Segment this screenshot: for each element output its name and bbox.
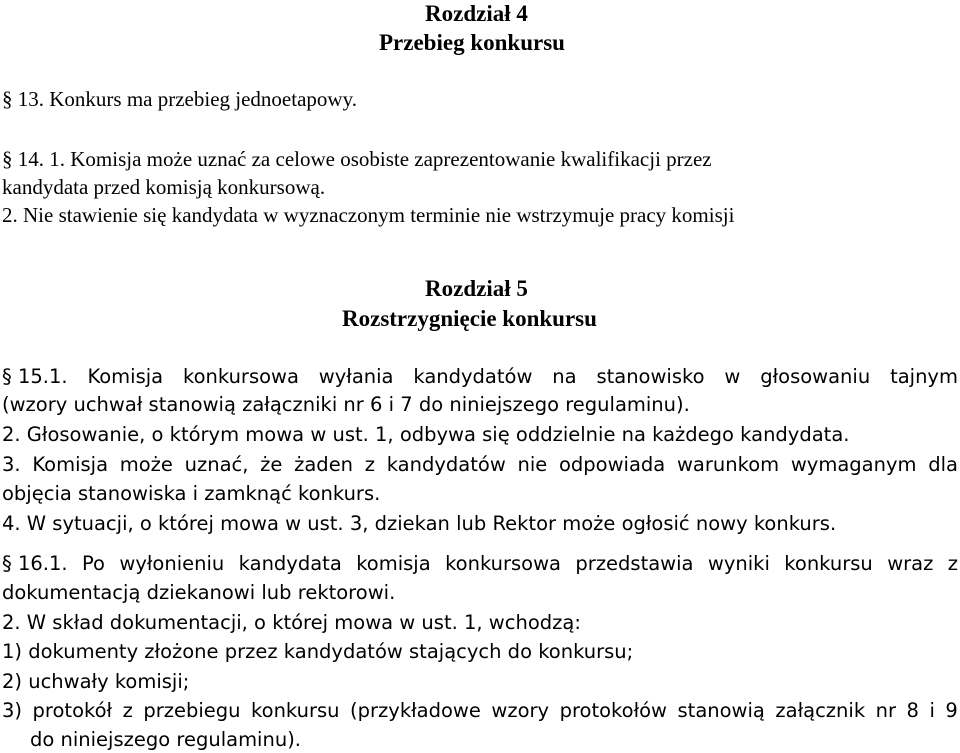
word: wraz [887, 552, 934, 575]
paragraph-15-line-4 [2, 451, 958, 478]
word: i [929, 699, 935, 722]
word: przedstawia [575, 552, 694, 575]
paragraph-13: § 13. Konkurs ma przebieg jednoetapowy. [2, 87, 357, 111]
chapter-5-heading: Rozdział 5 [425, 276, 528, 301]
word: może [119, 453, 173, 476]
word: protokołów [559, 699, 667, 722]
word: stanowią [677, 699, 765, 722]
paragraph-16-line-1 [2, 550, 958, 577]
word: konkursowa [445, 552, 562, 575]
word: tajnym [890, 365, 958, 388]
paragraph-16-line-2: dokumentacją dziekanowi lub rektorowi. [2, 581, 396, 604]
list-item-1: 1) dokumenty złożone przez kandydatów stających do konkursu; [2, 640, 634, 663]
word: żaden [294, 453, 354, 476]
list-item-2: 2) uchwały komisji; [2, 670, 190, 693]
word: załącznik [775, 699, 866, 722]
word: kandydatów [413, 365, 533, 388]
paragraph-15-line-2: (wzory uchwał stanowią załączniki nr 6 i 7 do niniejszego regulaminu). [2, 393, 690, 416]
paragraph-16-line-3: 2. W skład dokumentacji, o której mowa w ust. 1, wchodzą: [2, 611, 581, 634]
word: konkursowa [182, 365, 299, 388]
word: głosowaniu [760, 365, 871, 388]
word: Komisja [87, 365, 164, 388]
word: wyłania [318, 365, 394, 388]
word: nr [875, 699, 897, 722]
word: warunkom [676, 453, 780, 476]
word: Komisja [32, 453, 109, 476]
word: wymaganym [790, 453, 917, 476]
word: 9 [945, 699, 958, 722]
word: 3) [2, 699, 23, 722]
word: na [552, 365, 577, 388]
paragraph-14-line-2: kandydata przed komisją konkursową. [2, 175, 326, 199]
paragraph-15-line-6: 4. W sytuacji, o której mowa w ust. 3, dziekan lub Rektor może ogłosić nowy konkurs. [2, 512, 837, 535]
word: stanowisko [596, 365, 705, 388]
word: nie [517, 453, 548, 476]
word: Po [81, 552, 105, 575]
word: 3. [2, 453, 21, 476]
word: z [122, 699, 133, 722]
word: z [364, 453, 376, 476]
paragraph-15-line-5: objęcia stanowiska i zamknąć konkurs. [2, 482, 381, 505]
chapter-4-title: Przebieg konkursu [379, 30, 565, 55]
word: wyłonieniu [119, 552, 225, 575]
word: (przykładowe [350, 699, 481, 722]
paragraph-14-line-1: § 14. 1. Komisja może uznać za celowe osobiste zaprezentowanie kwalifikacji przez [2, 147, 712, 171]
word: odpowiada [558, 453, 666, 476]
word: konkursu [251, 699, 340, 722]
list-item-3 [2, 697, 958, 724]
word: § 15.1. [2, 365, 68, 388]
word: w [724, 365, 741, 388]
word: konkursu [784, 552, 873, 575]
word: § 16.1. [2, 552, 68, 575]
word: wzory [491, 699, 550, 722]
chapter-5-title: Rozstrzygnięcie konkursu [342, 306, 597, 331]
list-item-3-continuation: do niniejszego regulaminu). [30, 728, 302, 751]
word: 8 [906, 699, 919, 722]
word: że [260, 453, 283, 476]
paragraph-15-line-3: 2. Głosowanie, o którym mowa w ust. 1, odbywa się oddzielnie na każdego kandydata. [2, 423, 850, 446]
word: uznać, [184, 453, 249, 476]
paragraph-14-line-3: 2. Nie stawienie się kandydata w wyznaczonym terminie nie wstrzymuje pracy komisji [2, 203, 735, 227]
word: przebiegu [143, 699, 241, 722]
paragraph-15-line-1 [2, 363, 958, 390]
word: komisja [356, 552, 431, 575]
word: kandydata [238, 552, 342, 575]
word: protokół [32, 699, 113, 722]
chapter-4-heading: Rozdział 4 [425, 1, 528, 26]
word: dla [928, 453, 958, 476]
word: wyniki [707, 552, 770, 575]
word: z [947, 552, 958, 575]
word: kandydatów [386, 453, 506, 476]
